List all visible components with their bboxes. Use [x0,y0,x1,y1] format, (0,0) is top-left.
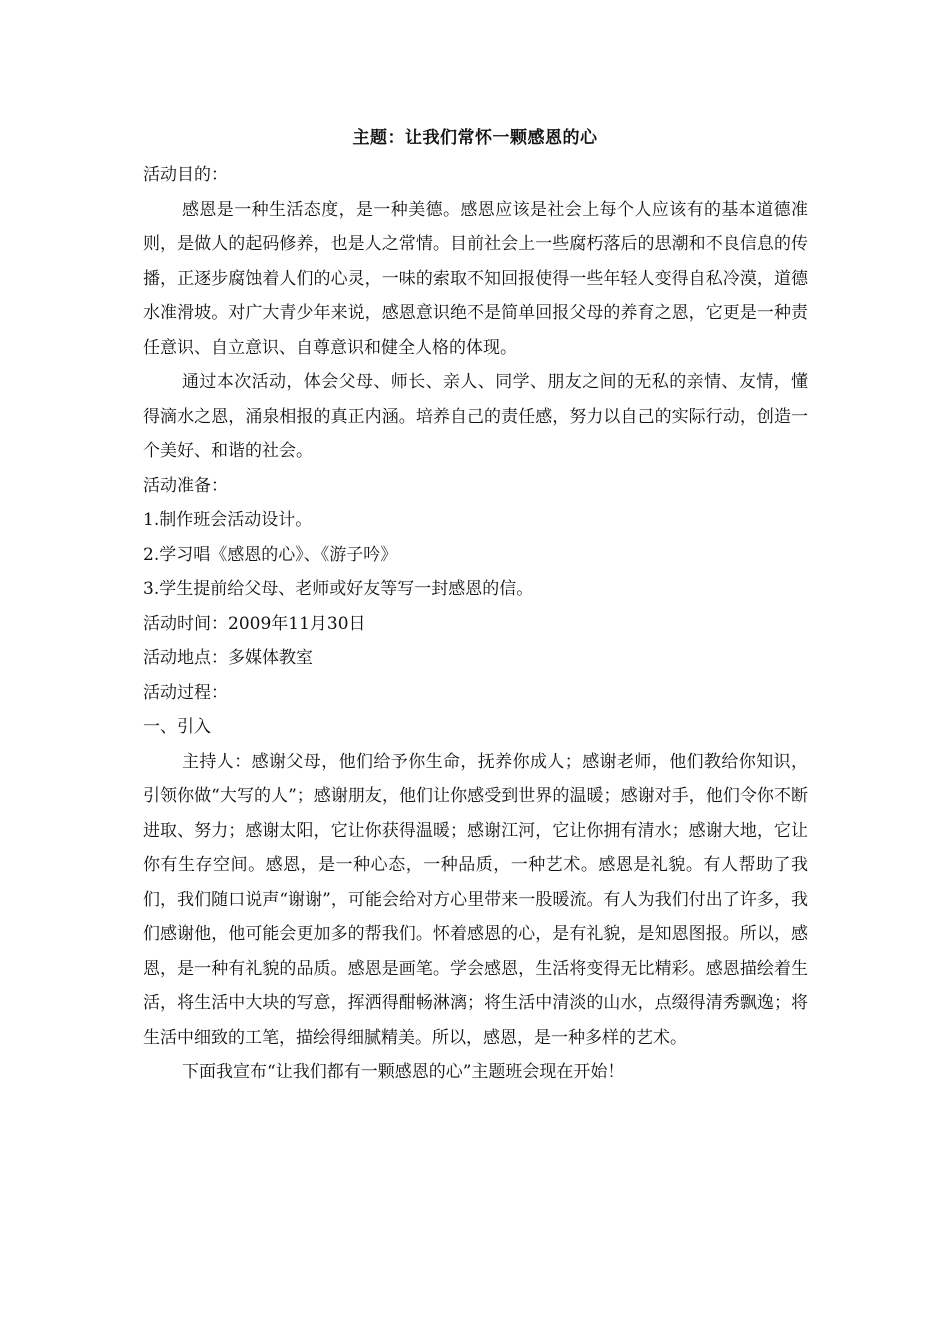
host-paragraph: 主持人：感谢父母，他们给予你生命，抚养你成人；感谢老师，他们教给你知识，引领你做“大写的人”；感谢朋友，他们让你感受到世界的温暖；感谢对手，他们令你不断进取、努力；感谢太阳，它让你获得温暖；感谢江河，它让你拥有清水；感谢大地，它让你有生存空间。感恩，是一种心态，一种品质，一种艺术。感恩是礼貌。有人帮助了我们，我们随口说声“谢谢”，可能会给对方心里带来一股暖流。有人为我们付出了许多，我们感谢他，他可能会更加多的帮我们。怀着感恩的心，是有礼貌，是知恩图报。所以，感恩，是一种有礼貌的品质。感恩是画笔。学会感恩，生活将变得无比精彩。感恩描绘着生活，将生活中大块的写意，挥洒得酣畅淋漓；将生活中清淡的山水，点缀得清秀飘逸；将生活中细致的工笔，描绘得细腻精美。所以，感恩，是一种多样的艺术。 [143,751,808,1048]
preparation-item-3: 3.学生提前给父母、老师或好友等写一封感恩的信。 [143,579,534,599]
purpose-heading: 活动目的： [143,165,228,185]
part-one-heading: 一、引入 [143,717,211,737]
document-body [143,158,808,1090]
preparation-heading: 活动准备： [143,475,228,496]
activity-time: 活动时间：2009年11月30日 [143,613,366,634]
preparation-item-2: 2.学习唱《感恩的心》、《游子吟》 [143,544,398,565]
activity-place: 活动地点：多媒体教室 [143,648,313,668]
document-title: 主题：让我们常怀一颗感恩的心 [352,128,598,148]
preparation-item-1: 1.制作班会活动设计。 [143,510,313,530]
purpose-paragraph-2: 通过本次活动，体会父母、师长、亲人、同学、朋友之间的无私的亲情、友情，懂得滴水之恩，涌泉相报的真正内涵。培养自己的责任感，努力以自己的实际行动，创造一个美好、和谐的社会。 [143,372,808,461]
process-heading: 活动过程： [143,682,228,703]
purpose-paragraph-1: 感恩是一种生活态度，是一种美德。感恩应该是社会上每个人应该有的基本道德准则，是做人的起码修养，也是人之常情。目前社会上一些腐朽落后的思潮和不良信息的传播，正逐步腐蚀着人们的心灵，一味的索取不知回报使得一些年轻人变得自私冷漠，道德水准滑坡。对广大青少年来说，感恩意识绝不是简单回报父母的养育之恩，它更是一种责任意识、自立意识、自尊意识和健全人格的体现。 [143,199,808,358]
announcement-line: 下面我宣布“让我们都有一颗感恩的心”主题班会现在开始！ [182,1062,625,1082]
